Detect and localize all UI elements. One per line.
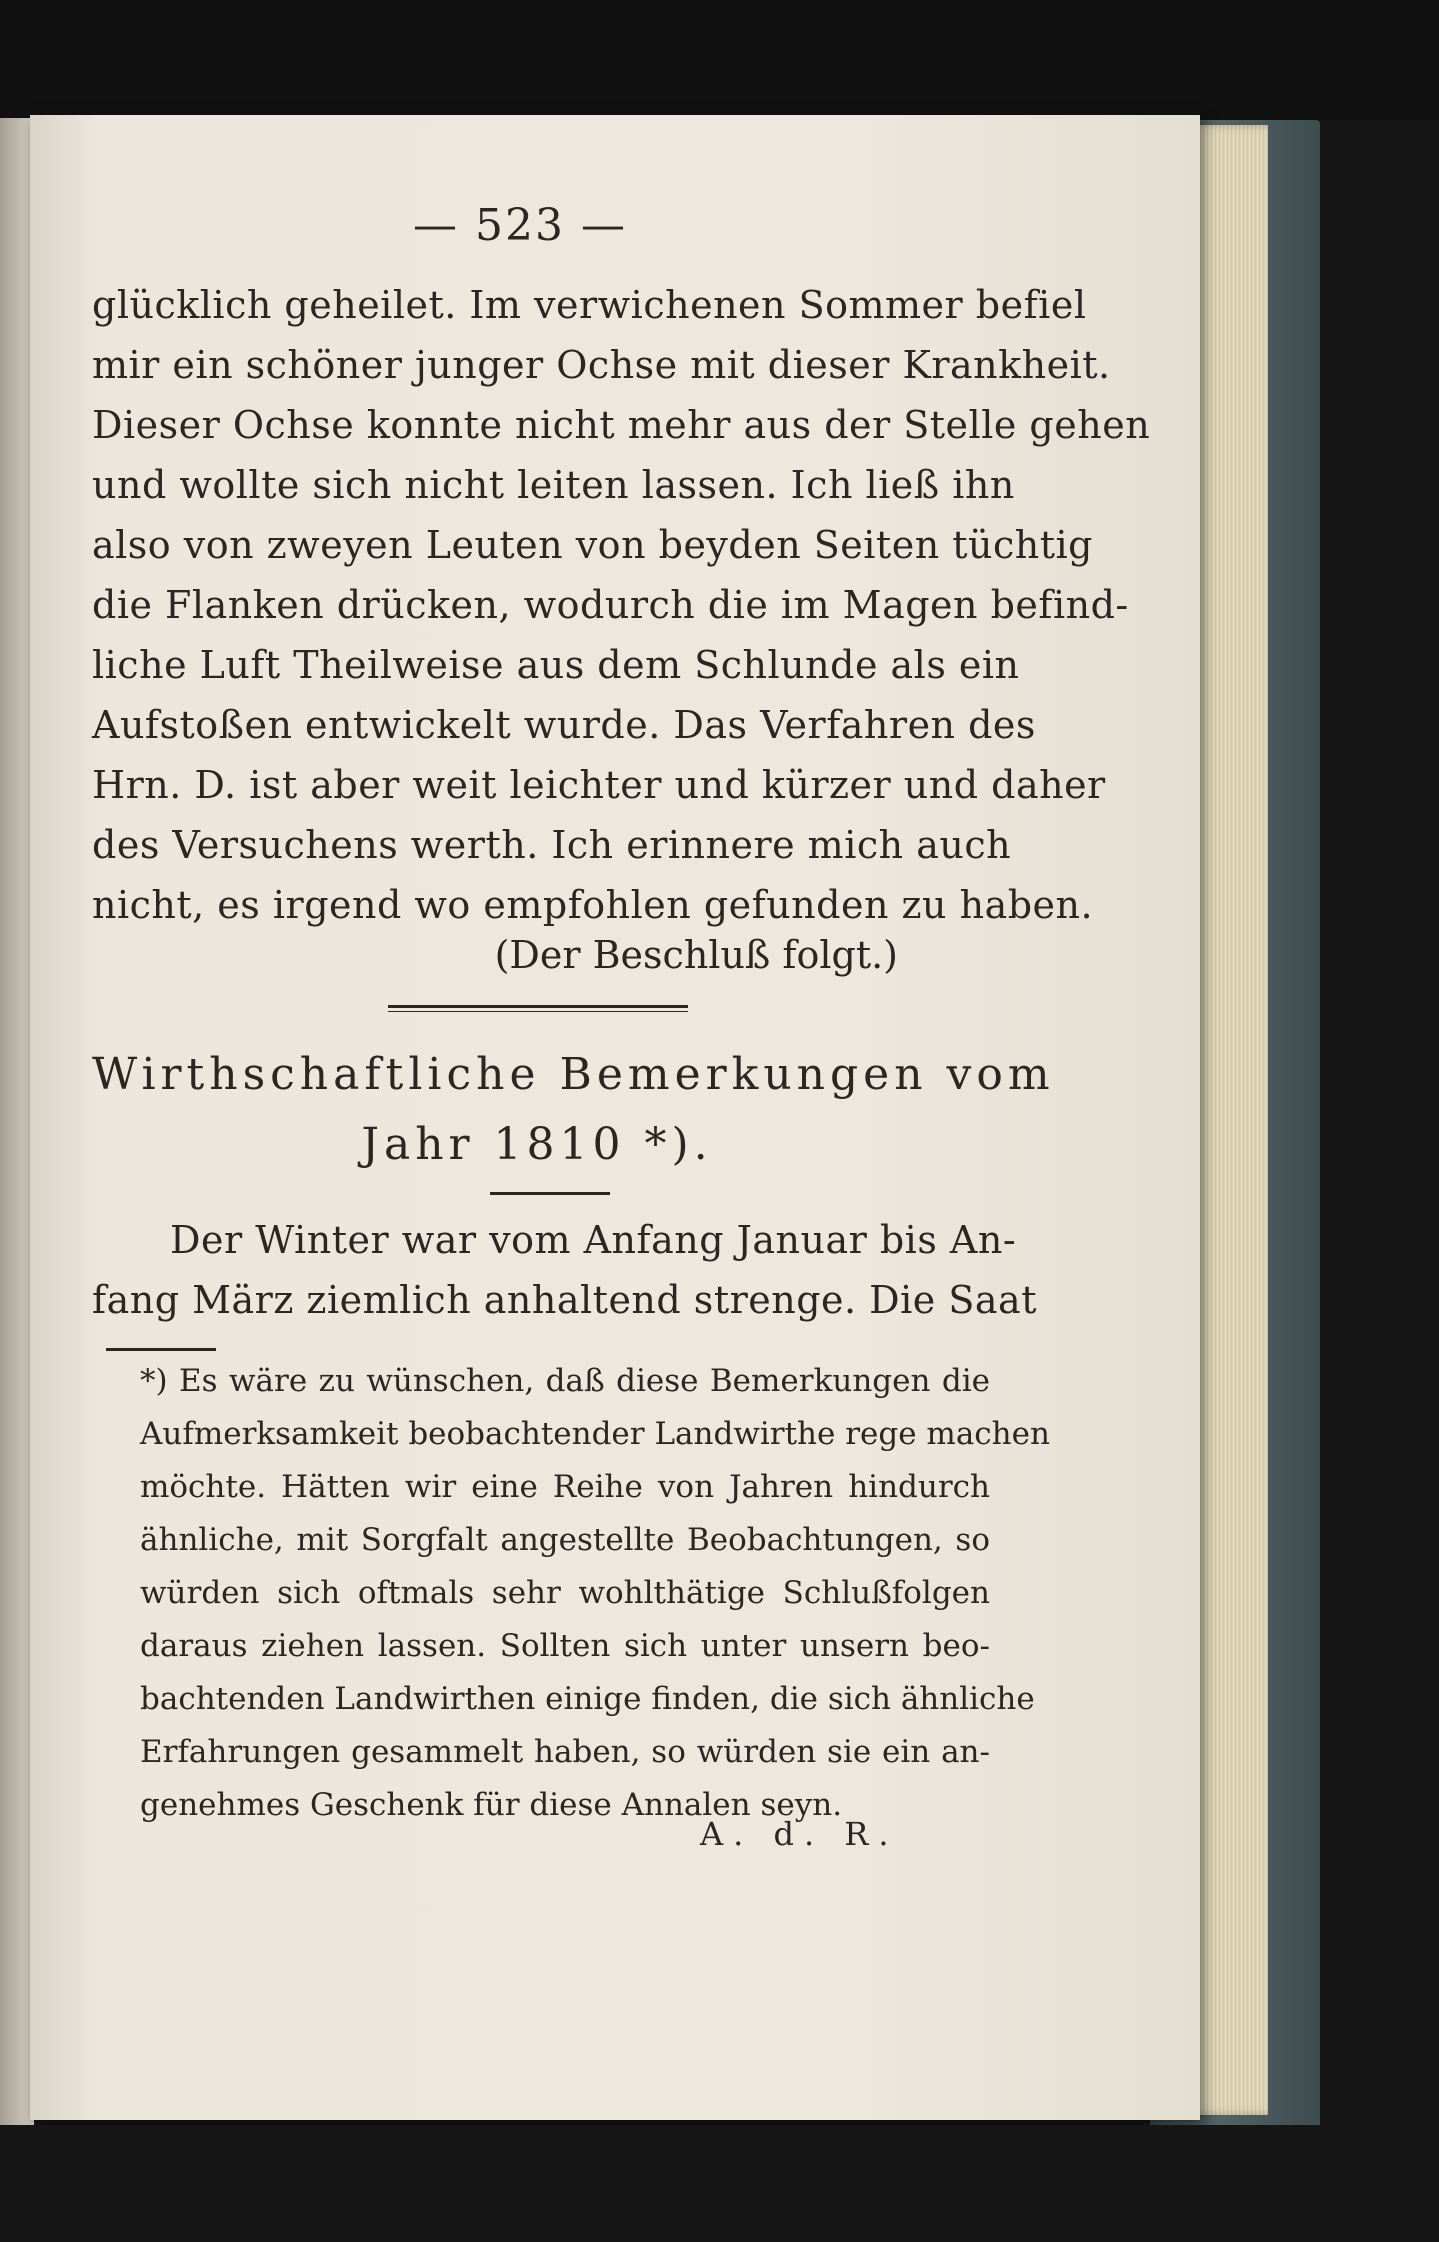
backdrop	[0, 0, 1439, 120]
text-line: und wollte sich nicht leiten lassen. Ich ließ ihn	[92, 463, 1015, 507]
text-line: Hrn. D. ist aber weit leichter und kürzer und daher	[92, 763, 1106, 807]
text-line: Der Winter war vom Anfang Januar bis An-	[170, 1218, 1017, 1262]
footnote-line: ähnliche, mit Sorgfalt angestellte Beobachtungen, so	[140, 1522, 990, 1558]
editor-signature: A. d. R.	[700, 1815, 899, 1853]
footnote-line: genehmes Geschenk für diese Annalen seyn.	[140, 1787, 843, 1823]
footnote-line: würden sich oftmals sehr wohlthätige Schlußfolgen	[140, 1575, 990, 1611]
text-line: liche Luft Theilweise aus dem Schlunde als ein	[92, 643, 1020, 687]
text-line: Dieser Ochse konnte nicht mehr aus der Stelle gehen	[92, 403, 1151, 447]
text-line: Aufstoßen entwickelt wurde. Das Verfahren des	[92, 703, 1036, 747]
text-line: die Flanken drücken, wodurch die im Magen befind-	[92, 583, 1129, 627]
footnote-line: bachtenden Landwirthen einige finden, die sich ähnliche	[140, 1681, 1035, 1717]
text-line: mir ein schöner junger Ochse mit dieser Krankheit.	[92, 343, 1111, 387]
backdrop	[0, 2125, 1439, 2242]
footnote-line: möchte. Hätten wir eine Reihe von Jahren hindurch	[140, 1469, 990, 1505]
paragraph-new	[92, 1210, 1037, 1330]
text-line: fang März ziemlich anhaltend strenge. Die Saat	[92, 1278, 1037, 1322]
footnote	[140, 1355, 1050, 1832]
section-divider	[388, 1005, 688, 1008]
text-line: nicht, es irgend wo empfohlen gefunden zu haben.	[92, 883, 1094, 927]
heading-line: Jahr 1810 *).	[361, 1119, 713, 1170]
footnote-line: *) Es wäre zu wünschen, daß diese Bemerkungen die	[140, 1363, 990, 1399]
footnote-line: Aufmerksamkeit beobachtender Landwirthe rege machen	[140, 1416, 1050, 1452]
text-line: glücklich geheilet. Im verwichenen Sommer befiel	[92, 283, 1087, 327]
page-number: — 523 —	[413, 200, 627, 251]
text-line: also von zweyen Leuten von beyden Seiten tüchtig	[92, 523, 1093, 567]
text-line: des Versuchens werth. Ich erinnere mich auch	[92, 823, 1012, 867]
heading-rule	[490, 1192, 610, 1195]
paragraph-continued	[92, 275, 1151, 935]
footnote-line: daraus ziehen lassen. Sollten sich unter unsern beo-	[140, 1628, 990, 1664]
facing-page-edge	[0, 118, 34, 2128]
heading-line: Wirthschaftliche Bemerkungen vom	[92, 1049, 1055, 1100]
section-heading	[92, 1040, 1055, 1180]
continuation-note: (Der Beschluß folgt.)	[494, 933, 898, 977]
footnote-line: Erfahrungen gesammelt haben, so würden sie ein an-	[140, 1734, 990, 1770]
footnote-rule	[106, 1348, 216, 1351]
